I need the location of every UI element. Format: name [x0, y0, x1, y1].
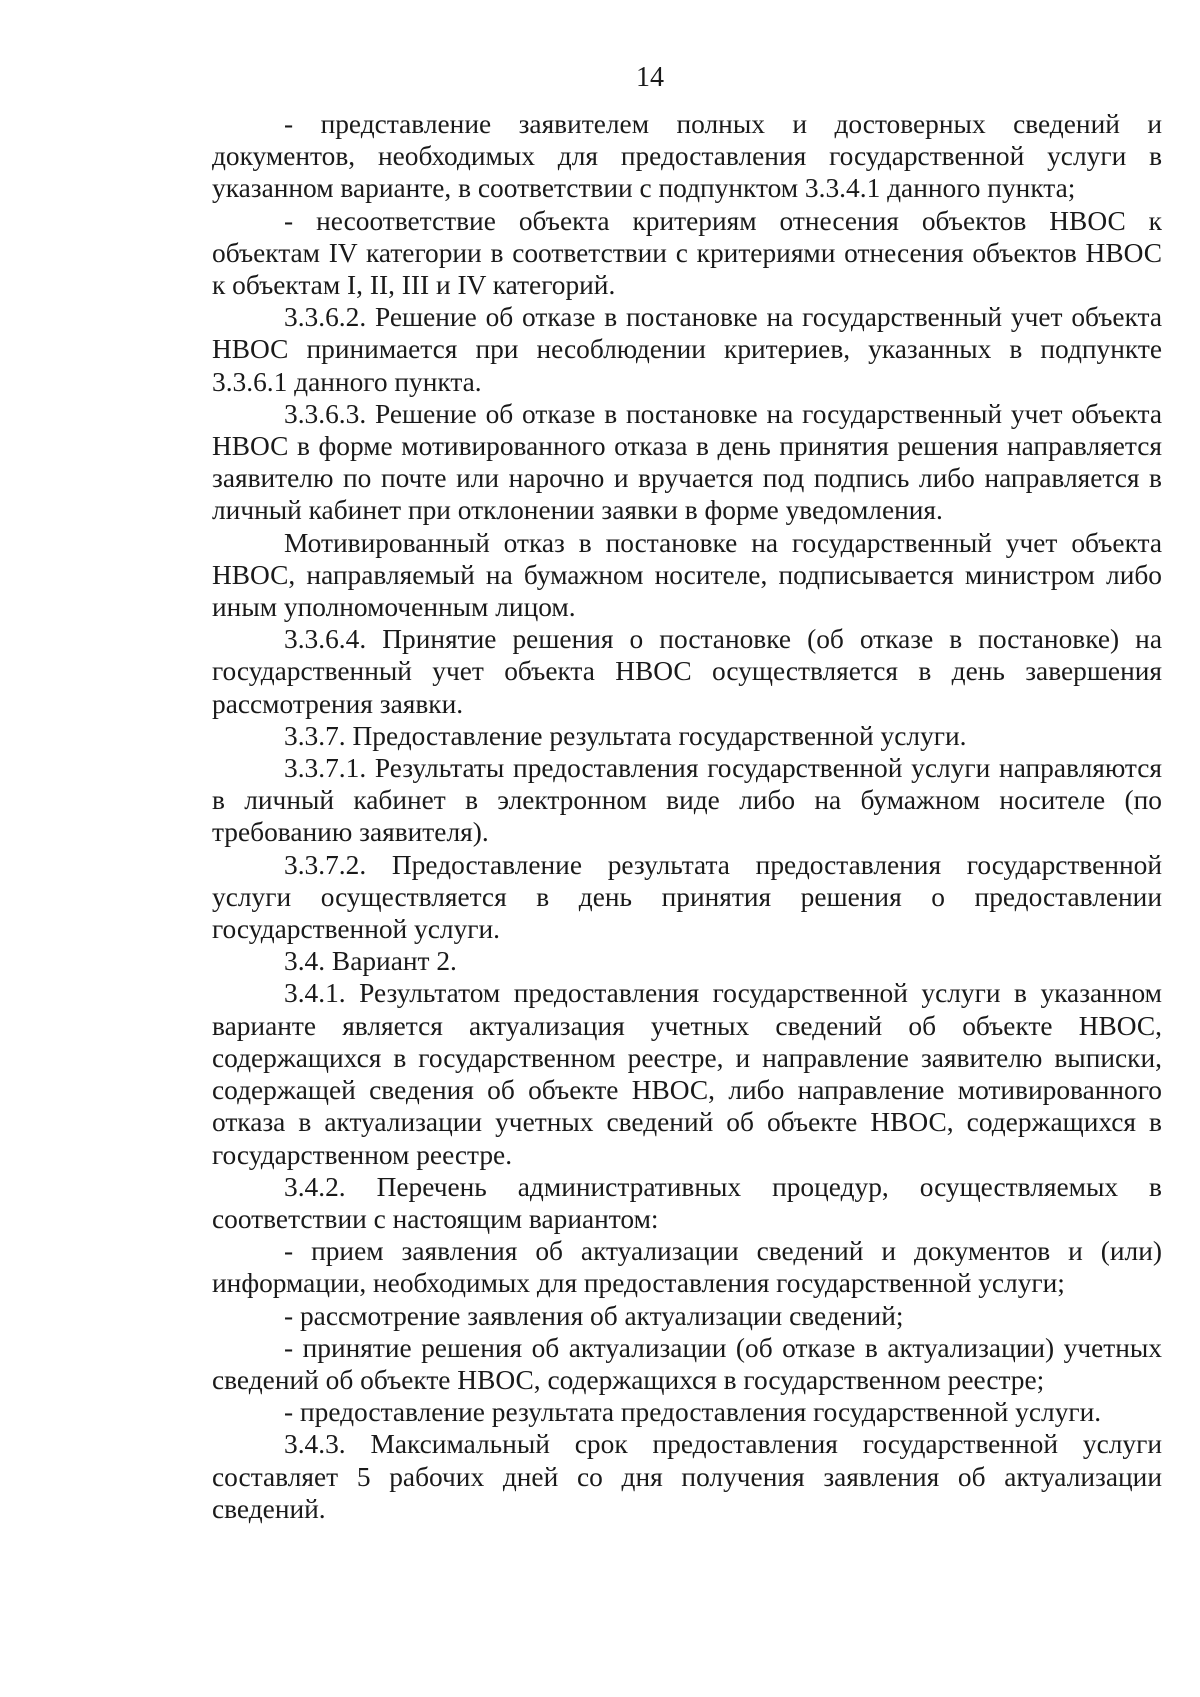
paragraph: - представление заявителем полных и достоверных сведений и документов, необходимых для предоставления государственной услуги в указанном варианте, в соответствии с подпунктом 3.3.4.1 данного пункта;	[212, 109, 1162, 204]
paragraph: 3.3.7.2. Предоставление результата предоставления государственной услуги осуществляется в день принятия решения о предоставлении государственной услуги.	[212, 849, 1162, 945]
paragraph: 3.4.3. Максимальный срок предоставления государственной услуги составляет 5 рабочих дней со дня получения заявления об актуализации сведений.	[212, 1429, 1162, 1524]
paragraph: 3.4.2. Перечень административных процедур, осуществляемых в соответствии с настоящим вариантом:	[212, 1171, 1162, 1234]
document-body	[212, 108, 1162, 1525]
paragraph: - несоответствие объекта критериям отнесения объектов НВОС к объектам IV категории в соответствии с критериями отнесения объектов НВОС к объектам I, II, III и IV категорий.	[212, 205, 1162, 301]
paragraph: 3.3.6.2. Решение об отказе в постановке на государственный учет объекта НВОС принимается при несоблюдении критериев, указанных в подпункте 3.3.6.1 данного пункта.	[212, 302, 1162, 397]
paragraph: Мотивированный отказ в постановке на государственный учет объекта НВОС, направляемый на бумажном носителе, подписывается министром либо иным уполномоченным лицом.	[212, 527, 1162, 623]
paragraph: 3.4. Вариант 2.	[284, 946, 457, 977]
paragraph: - прием заявления об актуализации сведений и документов и (или) информации, необходимых для предоставления государственной услуги;	[212, 1236, 1162, 1299]
paragraph: 3.3.6.3. Решение об отказе в постановке на государственный учет объекта НВОС в форме мотивированного отказа в день принятия решения направляется заявителю по почте или нарочно и вручается под подпись либо направляется в личный кабинет при отклонении заявки в форме уведомления.	[212, 398, 1162, 526]
paragraph: - предоставление результата предоставления государственной услуги.	[284, 1397, 1102, 1428]
paragraph: - рассмотрение заявления об актуализации сведений;	[284, 1300, 904, 1331]
paragraph: 3.3.7.1. Результаты предоставления государственной услуги направляются в личный кабинет в электронном виде либо на бумажном носителе (по требованию заявителя).	[212, 753, 1162, 848]
paragraph: 3.3.7. Предоставление результата государственной услуги.	[284, 720, 967, 751]
page-number: 14	[636, 62, 664, 93]
paragraph: 3.4.1. Результатом предоставления государственной услуги в указанном варианте является актуализация учетных сведений об объекте НВОС, содержащихся в государственном реестре, и направление заявителю выписки, содержащей сведения об объекте НВОС, либо направление мотивированного отказа в актуализации учетных сведений об объекте НВОС, содержащихся в государственном реестре.	[212, 978, 1162, 1170]
paragraph: - принятие решения об актуализации (об отказе в актуализации) учетных сведений об объекте НВОС, содержащихся в государственном реестре;	[212, 1332, 1162, 1395]
paragraph: 3.3.6.4. Принятие решения о постановке (об отказе в постановке) на государственный учет объекта НВОС осуществляется в день завершения рассмотрения заявки.	[212, 624, 1162, 719]
